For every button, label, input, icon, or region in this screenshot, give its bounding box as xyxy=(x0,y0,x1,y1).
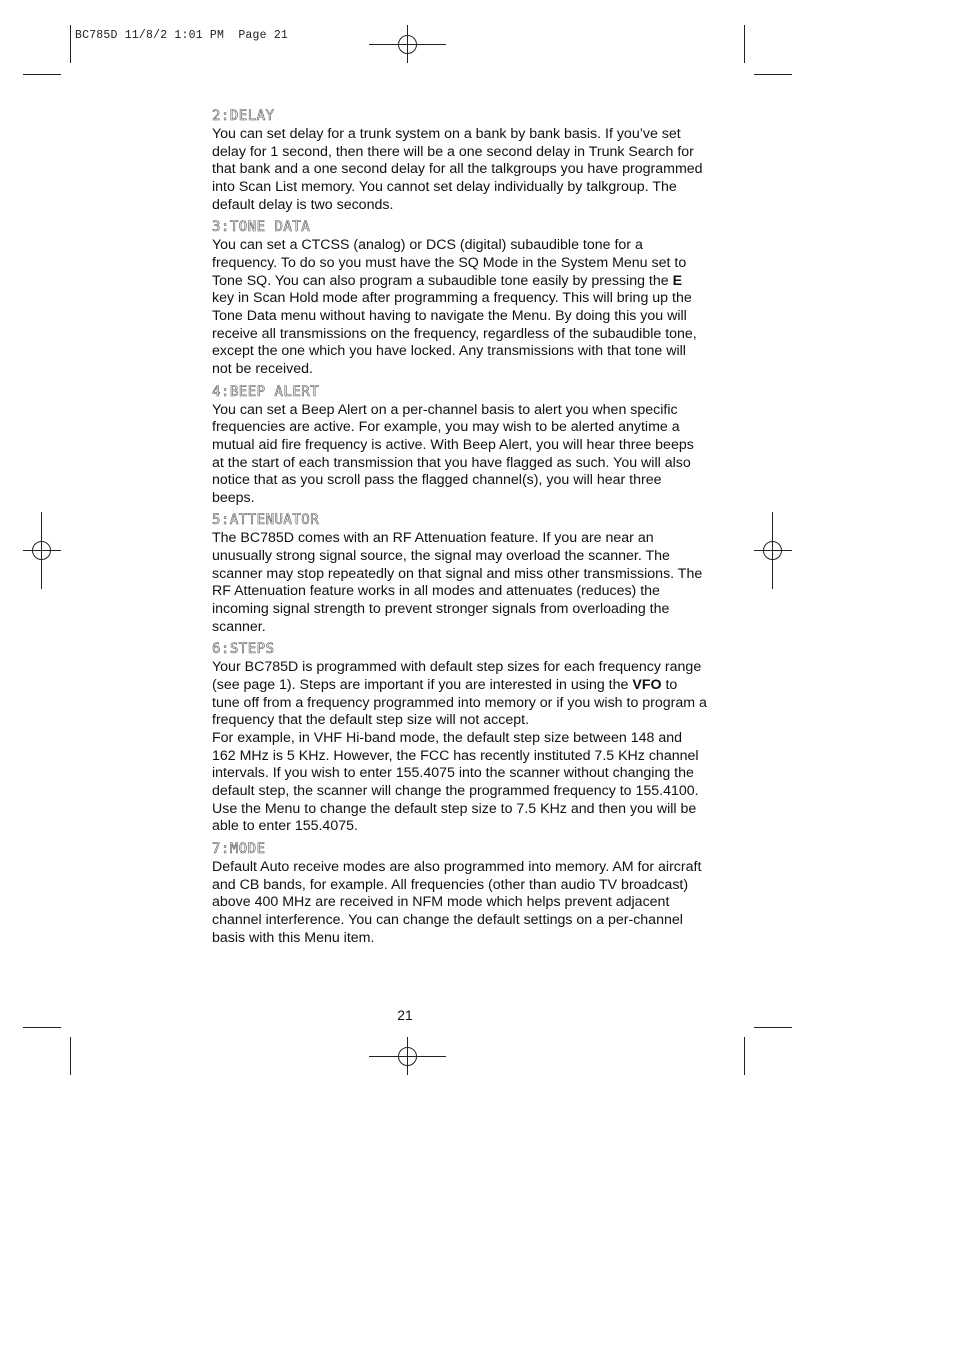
paragraph-text: Your BC785D is programmed with default step sizes for each frequency range (see page 1). Steps are important if you are interested in using the xyxy=(212,659,702,694)
paragraph-text: to tune off from a frequency programmed into memory or if you wish to program a frequency that the default step size will not accept. xyxy=(212,677,707,729)
crop-mark xyxy=(754,1027,792,1028)
page-number: 21 xyxy=(397,1007,413,1023)
paragraph-text: The BC785D comes with an RF Attenuation feature. If you are near an unusually strong signal source, the signal may overload the scanner. The scanner may stop repeatedly on that signal and miss other transmissions. The RF Attenuation feature works in all modes and attenuates (reduces) the incoming signal strength to prevent stronger signals from overloading the scanner. xyxy=(212,530,703,635)
crop-mark xyxy=(754,74,792,75)
paragraph-text: Default Auto receive modes are also programmed into memory. AM for aircraft and CB bands, for example. All frequencies (other than audio TV broadcast) above 400 MHz are received in NFM mode which helps prevent adjacent channel interference. You can change the default settings on a per-channel basis with this Menu item. xyxy=(212,858,702,946)
section-heading: 4:BEEP ALERT xyxy=(212,383,320,400)
crop-mark xyxy=(70,25,71,63)
paragraph-text: You can set delay for a trunk system on a bank by bank basis. If you’ve set delay for 1 second, then there will be a one second delay in Trunk Search for that bank and a one second delay for all the talkgroups you have programmed into Scan List memory. You cannot set delay individually by talkgroup. The default delay is two seconds. xyxy=(212,126,703,213)
paragraph-text: For example, in VHF Hi-band mode, the default step size between 148 and 162 MHz is 5 KHz. However, the FCC has recently instituted 7.5 KHz channel intervals. If you wish to enter 155.4075 into the scanner without changing the default step, the scanner will change the programmed frequency to 155.4100. Use the Menu to change the default step size to 7.5 KHz and then you will be able to enter 155.4075. xyxy=(212,730,699,835)
key-name: E xyxy=(672,272,683,289)
section-paragraph xyxy=(212,126,707,214)
paragraph-text: key in Scan Hold mode after programming a frequency. This will bring up the Tone Data menu without having to navigate the Menu. By doing this you will receive all transmissions on the frequency, regardless of the subaudible tone, except the one which you have locked. Any transmissions with that tone will not be received. xyxy=(212,290,697,377)
crop-mark xyxy=(70,1037,71,1075)
section-heading: 6:STEPS xyxy=(212,641,275,658)
key-name: VFO xyxy=(632,677,662,694)
section-paragraph xyxy=(212,859,707,947)
crop-mark xyxy=(744,1037,745,1075)
section-paragraph xyxy=(212,730,707,836)
section-paragraph xyxy=(212,530,707,636)
crop-mark xyxy=(23,1027,61,1028)
section-paragraph xyxy=(212,237,707,378)
crop-mark xyxy=(744,25,745,63)
printer-slug: BC785D 11/8/2 1:01 PM Page 21 xyxy=(75,29,289,42)
paragraph-text: You can set a CTCSS (analog) or DCS (digital) subaudible tone for a frequency. To do so you must have the SQ Mode in the System Menu set to Tone SQ. You can also program a subaudible tone easily by pressing the xyxy=(212,237,687,289)
crop-mark xyxy=(23,74,61,75)
section-heading: 3:TONE DATA xyxy=(212,219,311,236)
section-heading: 2:DELAY xyxy=(212,108,275,124)
section-heading: 5:ATTENUATOR xyxy=(212,512,320,529)
paragraph-text: You can set a Beep Alert on a per-channel basis to alert you when specific frequencies are active. For example, you may wish to be alerted anytime a mutual aid fire frequency is active. With Beep Alert, you will hear three beeps at the start of each transmission that you have flagged as such. You will also notice that as you scroll pass the flagged channel(s), you will hear three beeps. xyxy=(212,401,694,506)
section-heading: 7:MODE xyxy=(212,840,266,857)
section-paragraph xyxy=(212,402,707,508)
manual-page-body xyxy=(212,107,707,947)
section-paragraph xyxy=(212,659,707,730)
